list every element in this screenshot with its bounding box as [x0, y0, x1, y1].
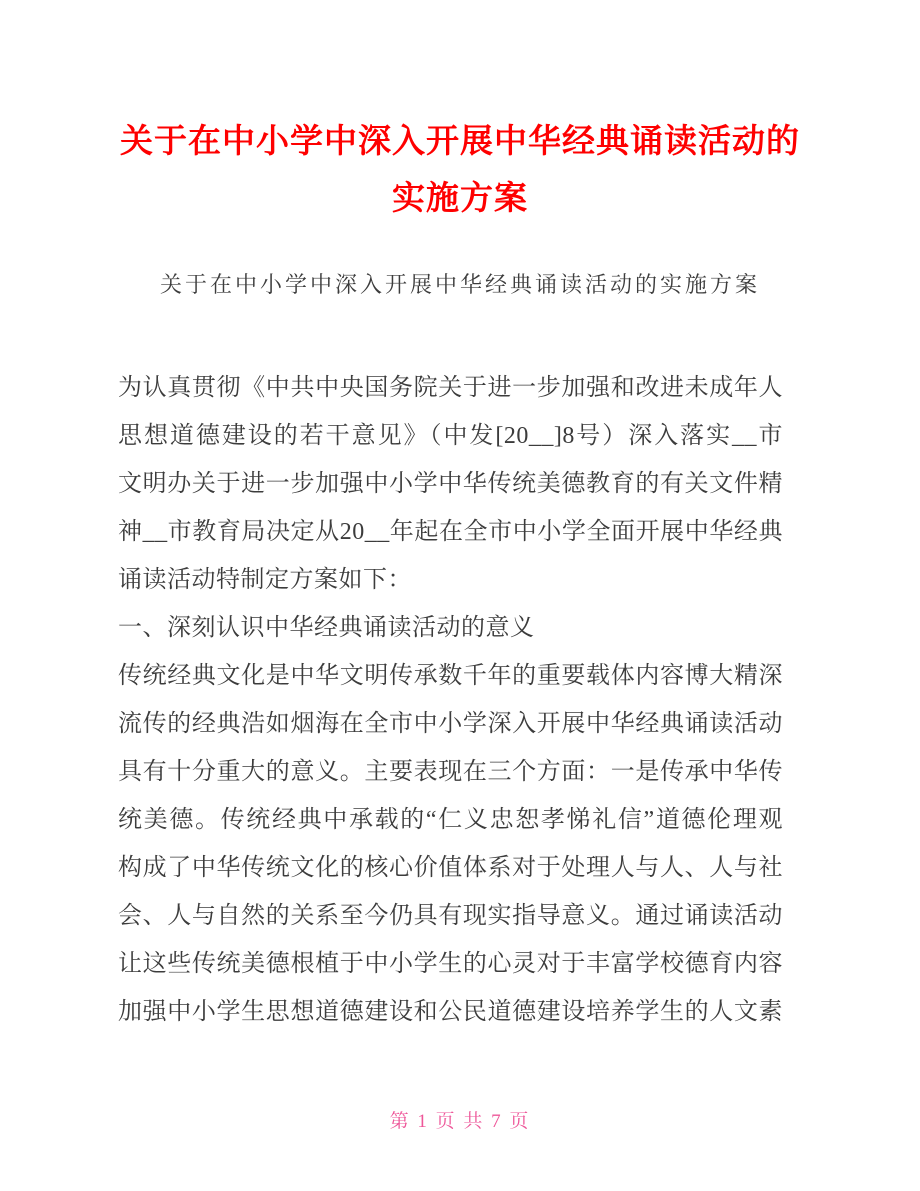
body-text-line: 为认真贯彻《中共中央国务院关于进一步加强和改进未成年人: [118, 375, 783, 401]
page-number-label: 第 1 页 共 7 页: [389, 1111, 531, 1132]
body-text-line: 会、人与自然的关系至今仍具有现实指导意义。通过诵读活动: [118, 903, 783, 929]
document-title: [70, 112, 850, 226]
body-text-line: 传统经典文化是中华文明传承数千年的重要载体内容博大精深: [118, 663, 783, 689]
body-text-line: 一、深刻认识中华经典诵读活动的意义: [118, 615, 535, 641]
body-text-line: 文明办关于进一步加强中小学中华传统美德教育的有关文件精: [118, 471, 783, 497]
document-body: [118, 364, 783, 1036]
body-text-line: 让这些传统美德根植于中小学生的心灵对于丰富学校德育内容: [118, 951, 783, 977]
page-footer: [0, 1108, 920, 1136]
body-text-line: 思想道德建设的若干意见》（中发[20__]8号）深入落实__市: [118, 423, 783, 449]
body-text-line: 流传的经典浩如烟海在全市中小学深入开展中华经典诵读活动: [118, 711, 783, 737]
body-text-line: 加强中小学生思想道德建设和公民道德建设培养学生的人文素: [118, 999, 783, 1025]
document-subtitle: 关于在中小学中深入开展中华经典诵读活动的实施方案: [159, 272, 760, 297]
body-text-line: 神__市教育局决定从20__年起在全市中小学全面开展中华经典: [118, 519, 783, 545]
body-text-line: 构成了中华传统文化的核心价值体系对于处理人与人、人与社: [118, 855, 783, 881]
document-title-line: 实施方案: [392, 179, 528, 216]
document-title-line: 关于在中小学中深入开展中华经典诵读活动的: [120, 122, 800, 159]
body-text-line: 统美德。传统经典中承载的“仁义忠恕孝悌礼信”道德伦理观: [118, 807, 783, 833]
body-text-line: 具有十分重大的意义。主要表现在三个方面：一是传承中华传: [118, 759, 783, 785]
body-text-line: 诵读活动特制定方案如下：: [118, 567, 412, 593]
